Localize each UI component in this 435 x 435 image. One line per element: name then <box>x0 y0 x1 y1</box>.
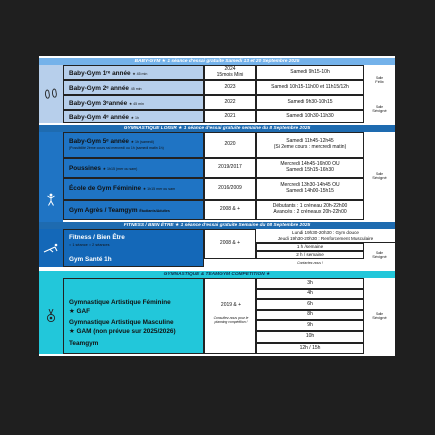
course-duration: ★ 45 min <box>132 72 148 76</box>
course-name: Fitness / Bien Être <box>69 234 125 241</box>
course-name: Baby-Gym 2ᵉ année <box>69 85 129 92</box>
schedule-time: Avancés : 2 créneaux 20h-22h00 <box>273 209 347 215</box>
year-cell <box>204 229 256 259</box>
schedule-time: Lundi 19h30-20h30 : Gym douce <box>292 229 359 235</box>
time-cell <box>256 158 364 178</box>
room-cell <box>364 243 395 267</box>
time-cell <box>256 132 364 158</box>
birth-year: 2016/2009 <box>218 185 242 192</box>
loisir-row <box>63 200 204 220</box>
course-name: Poussines <box>69 165 101 172</box>
schedule-time: Samedi 10h30-11h30 <box>286 112 334 119</box>
baby-gym-header: BABY-GYM ★ 1 séance d'essai gratuite Samedi 13 et 20 Septembre 2025 <box>39 58 395 65</box>
schedule-time: Jeudi 19h30-20h30 : Renforcement Musculaire <box>277 235 374 241</box>
contact-note: Contactez-nous ! <box>297 261 323 265</box>
room-cell <box>364 95 395 123</box>
competition-header: GYMNASTIQUE & TEAMGYM COMPETITION ★ <box>39 271 395 278</box>
year-cell <box>204 158 256 178</box>
hours-cell <box>256 320 364 331</box>
course-name: Gymnastique Artistique Masculine <box>69 319 174 326</box>
room-name: Félix <box>375 79 384 84</box>
course-duration: ★ 1h (samedi) <box>130 140 154 144</box>
schedule-time: Samedi 14h00-15h15 <box>286 188 334 194</box>
loisir-row <box>63 158 204 178</box>
birth-year-note: 15mois Mini <box>216 71 244 78</box>
course-name: École de Gym Féminine <box>69 185 142 192</box>
hours-cell <box>256 310 364 320</box>
hours-cell <box>256 278 364 289</box>
loisir-row <box>63 178 204 200</box>
course-name: Gymnastique Artistique Féminine <box>69 299 171 306</box>
hours-cell <box>256 343 364 354</box>
birth-year: 2008 & + <box>219 206 241 213</box>
course-duration: Étudiants/Adultes <box>139 209 170 213</box>
course-name: Baby-Gym 1ʳᵉ année <box>69 70 131 77</box>
birth-year: 2023 <box>224 83 236 90</box>
course-duration: ★ 1h15 (mer ou sam) <box>102 167 138 171</box>
course-name: Gym Santé 1h <box>69 256 112 263</box>
fitness-row <box>63 229 204 267</box>
schedule-time: Mercredi 14h45-16h00 OU <box>280 161 340 168</box>
course-tag: ★ GAM (non prévue sur 2025/2026) <box>69 328 176 335</box>
schedule-time: Samedi 9h15-10h <box>290 68 330 75</box>
course-duration: 45 min <box>130 87 142 91</box>
year-cell <box>204 80 256 95</box>
weekly-hours: 8h <box>307 311 313 318</box>
gymnast-icon <box>45 193 57 207</box>
baby-row <box>63 80 204 95</box>
year-cell <box>204 132 256 158</box>
room-label: Salle <box>375 76 384 80</box>
course-note: (Possibilité 2ème cours ssi mercredi ou 1h (samedi matin 1h) <box>69 146 164 150</box>
baby-row <box>63 65 204 80</box>
room-label: Salle <box>375 251 384 255</box>
year-cell <box>204 110 256 123</box>
time-cell <box>256 95 364 110</box>
weekly-hours: 3h <box>307 279 313 286</box>
room-cell <box>364 65 395 95</box>
course-duration: ★ 1h15 mer ou sam <box>142 187 176 191</box>
room-cell <box>364 278 395 354</box>
time-cell <box>256 65 364 80</box>
medal-icon <box>46 309 56 323</box>
schedule-time: Samedi 9h30-10h15 <box>287 98 333 105</box>
schedule-time: Débutants : 1 créneau 20h-22h00 <box>272 203 348 210</box>
birth-year: 2021 <box>224 112 236 119</box>
competition-icon-cell <box>39 278 63 354</box>
loisir-row <box>63 132 204 158</box>
weekly-hours: 10h <box>305 333 315 340</box>
course-tag: ★ GAF <box>69 308 90 315</box>
schedule-page <box>39 56 395 356</box>
fitness-header: FITNESS / BIEN ÊTRE ★ 1 séance d'essai gratuite Semaine du 08 Septembre 2025 <box>39 222 395 229</box>
schedule-time: 1 h /semaine <box>296 244 324 250</box>
schedule-time: (Si 2eme cours : mercredi matin) <box>273 144 347 150</box>
baby-feet-icon <box>44 88 58 100</box>
room-name: Sévigné <box>372 254 387 259</box>
time-cell <box>256 243 364 251</box>
schedule-time: Samedi 10h15-11h00 et 11h15/12h <box>271 83 349 90</box>
hours-cell <box>256 299 364 310</box>
loisir-header: GYMNASTIQUE LOISIR ★ 1 séance d'essai gratuite semaine du 8 Septembre 2025 <box>39 125 395 132</box>
hours-cell <box>256 289 364 299</box>
year-cell <box>204 278 256 354</box>
room-name: Sévigné <box>372 315 387 320</box>
room-label: Salle <box>375 312 384 316</box>
course-name: Gym Agrès / Teamgym <box>69 207 138 214</box>
course-duration: ★ 1h <box>130 116 139 120</box>
baby-icon-cell <box>39 65 63 123</box>
birth-year: 2019/2017 <box>218 164 242 171</box>
year-cell <box>204 178 256 200</box>
competition-row <box>63 278 204 354</box>
weekly-hours: 6h <box>307 300 313 307</box>
course-name: Baby-Gym 3ᵉannée <box>69 100 128 107</box>
stretching-icon <box>43 243 59 253</box>
birth-year: 2022 <box>224 98 236 105</box>
time-cell <box>256 251 364 259</box>
course-duration: ★ 45 min <box>128 102 144 106</box>
weekly-hours: 12h / 15h <box>299 344 321 351</box>
year-cell <box>204 95 256 110</box>
session-options: ○ 1 séance ○ 2 séances <box>69 243 110 247</box>
room-label: Salle <box>375 172 384 176</box>
birth-year: 2020 <box>224 141 236 148</box>
fitness-icon-cell <box>39 229 63 267</box>
room-name: Sévigné <box>372 175 387 180</box>
schedule-time: Samedi 11h45-12h45 <box>286 138 334 145</box>
weekly-hours: 9h <box>307 321 313 328</box>
course-name: Baby-Gym 4ᵉ année <box>69 114 129 121</box>
weekly-hours: 4h <box>307 290 313 297</box>
year-cell <box>204 65 256 80</box>
birth-year: 2024 <box>224 65 236 72</box>
time-cell <box>256 110 364 123</box>
time-cell <box>256 80 364 95</box>
schedule-time: Mercredi 13h30-14h45 OU <box>280 182 340 189</box>
schedule-time: 2 h / semaine <box>296 252 324 258</box>
year-cell <box>204 200 256 220</box>
room-label: Salle <box>375 105 384 109</box>
birth-year: 2019 & + <box>220 302 242 308</box>
time-cell <box>256 200 364 220</box>
time-cell <box>256 178 364 200</box>
time-cell <box>256 229 395 243</box>
course-name: Baby-Gym 5ᵉ année <box>69 138 129 145</box>
hours-cell <box>256 331 364 343</box>
room-cell <box>364 132 395 220</box>
planning-note: Consultez-nous pour le planning compétition ! <box>213 316 249 324</box>
baby-row <box>63 95 204 110</box>
birth-year: 2008 & + <box>219 240 241 247</box>
room-name: Sévigné <box>372 108 387 113</box>
baby-row <box>63 110 204 123</box>
schedule-time: Samedi 15h15-16h30 <box>286 167 334 173</box>
course-name: Teamgym <box>69 340 99 347</box>
contact-cell <box>256 259 364 267</box>
